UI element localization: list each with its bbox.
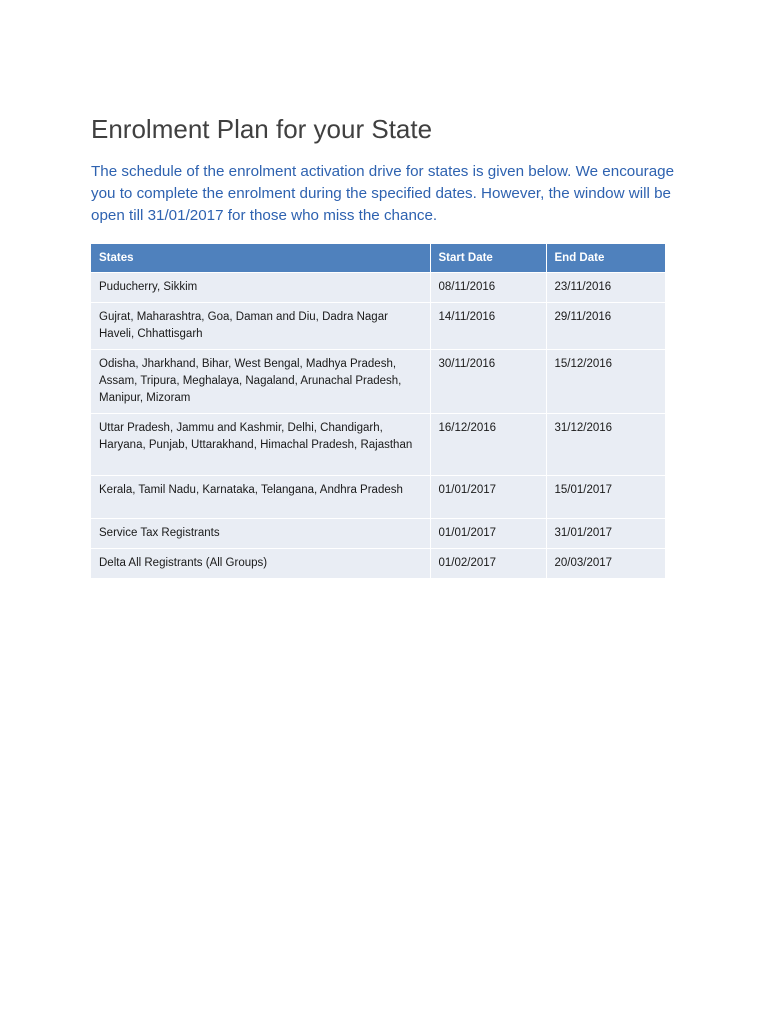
- table-row: [91, 414, 665, 476]
- cell-start-date: 30/11/2016: [430, 350, 546, 414]
- cell-states: Odisha, Jharkhand, Bihar, West Bengal, Madhya Pradesh, Assam, Tripura, Meghalaya, Nagaland, Arunachal Pradesh, Manipur, Mizoram: [91, 350, 430, 414]
- header-states: States: [91, 244, 430, 273]
- cell-end-date: 31/01/2017: [546, 519, 665, 549]
- cell-end-date: 15/01/2017: [546, 476, 665, 519]
- table-row: [91, 273, 665, 303]
- table-row: [91, 549, 665, 579]
- table-header-row: [91, 244, 665, 273]
- cell-end-date: 23/11/2016: [546, 273, 665, 303]
- table-row: [91, 303, 665, 350]
- cell-start-date: 01/02/2017: [430, 549, 546, 579]
- header-start-date: Start Date: [430, 244, 546, 273]
- cell-start-date: 01/01/2017: [430, 519, 546, 549]
- cell-start-date: 01/01/2017: [430, 476, 546, 519]
- cell-states: Delta All Registrants (All Groups): [91, 549, 430, 579]
- cell-end-date: 15/12/2016: [546, 350, 665, 414]
- table-row: [91, 350, 665, 414]
- cell-states: Puducherry, Sikkim: [91, 273, 430, 303]
- page-title: Enrolment Plan for your State: [91, 114, 433, 144]
- cell-end-date: 29/11/2016: [546, 303, 665, 350]
- cell-states: Gujrat, Maharashtra, Goa, Daman and Diu, Dadra Nagar Haveli, Chhattisgarh: [91, 303, 430, 350]
- cell-states: Service Tax Registrants: [91, 519, 430, 549]
- cell-end-date: 20/03/2017: [546, 549, 665, 579]
- table-row: [91, 476, 665, 519]
- cell-start-date: 14/11/2016: [430, 303, 546, 350]
- enrolment-schedule-table: [91, 244, 665, 578]
- cell-states: Kerala, Tamil Nadu, Karnataka, Telangana, Andhra Pradesh: [91, 476, 430, 519]
- cell-start-date: 08/11/2016: [430, 273, 546, 303]
- cell-end-date: 31/12/2016: [546, 414, 665, 476]
- intro-paragraph: The schedule of the enrolment activation drive for states is given below. We encourage you to complete the enrolment during the specified dates. However, the window will be open till 31/01/2017 for those who miss the chance.: [91, 163, 675, 224]
- cell-start-date: 16/12/2016: [430, 414, 546, 476]
- cell-states: Uttar Pradesh, Jammu and Kashmir, Delhi, Chandigarh, Haryana, Punjab, Uttarakhand, Himachal Pradesh, Rajasthan: [91, 414, 430, 476]
- header-end-date: End Date: [546, 244, 665, 273]
- table-row: [91, 519, 665, 549]
